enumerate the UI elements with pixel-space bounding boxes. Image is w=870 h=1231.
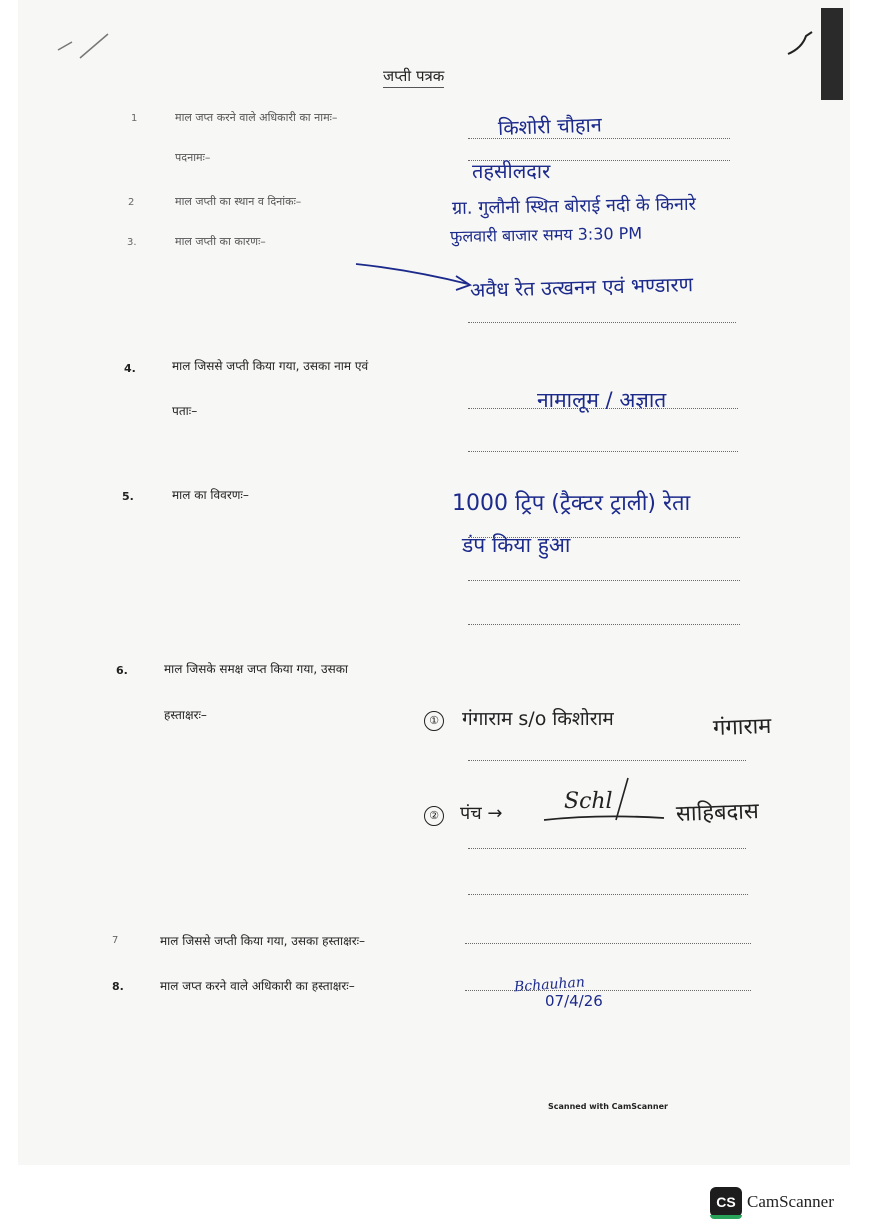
dotted-line: [468, 138, 730, 139]
signature-date: 07/4/26: [545, 992, 603, 1010]
handwritten-witness-1-signature: गंगाराम: [712, 713, 772, 741]
document-title: जप्ती पत्रक: [383, 66, 444, 88]
corner-scribble: [50, 28, 120, 68]
field-number: 4.: [124, 362, 136, 375]
handwritten-goods-description: 1000 ट्रिप (ट्रैक्टर ट्राली) रेता: [452, 491, 691, 516]
handwritten-reason: अवैध रेत उत्खनन एवं भण्डारण: [469, 272, 694, 302]
field-number: 2: [128, 197, 135, 208]
dotted-line: [468, 408, 738, 409]
dotted-line: [468, 580, 740, 581]
handwritten-witness-1: गंगाराम s/o किशोराम: [462, 708, 614, 730]
field-label: माल जप्ती का कारणः–: [175, 235, 266, 248]
handwritten-place-time: फुलवारी बाजार समय 3:30 PM: [449, 223, 643, 246]
corner-tick: [782, 30, 822, 70]
field-label: माल जिससे जप्ती किया गया, उसका हस्ताक्षरः–: [160, 934, 366, 948]
dotted-line: [468, 624, 740, 625]
field-label: माल जप्ती का स्थान व दिनांकः–: [175, 195, 302, 208]
handwritten-panch-label: पंच →: [460, 803, 503, 824]
field-number: 8.: [112, 980, 124, 993]
dotted-line: [468, 160, 730, 161]
field-label: हस्ताक्षरः–: [164, 708, 207, 722]
arrow-icon: [352, 256, 482, 296]
field-number: 1: [131, 113, 138, 124]
field-label: माल जप्त करने वाले अधिकारी का हस्ताक्षरः–: [160, 979, 355, 993]
field-number: 5.: [122, 490, 134, 503]
handwritten-accused-name: नामालूम / अज्ञात: [537, 388, 667, 412]
dotted-line: [468, 760, 746, 761]
field-label: माल जप्त करने वाले अधिकारी का नामः–: [175, 111, 338, 124]
field-label: पदनामः–: [175, 151, 211, 164]
field-number: 6.: [116, 664, 128, 677]
svg-text:Bchauhan: Bchauhan: [513, 974, 586, 996]
handwritten-goods-description-2: डंप किया हुआ: [462, 533, 571, 557]
field-label: माल जिससे जप्ती किया गया, उसका नाम एवं: [172, 359, 369, 373]
dotted-line: [465, 943, 751, 944]
dotted-line: [468, 451, 738, 452]
handwritten-designation: तहसीलदार: [472, 159, 551, 183]
field-number: 3.: [127, 237, 137, 248]
witness-number-two: ②: [424, 806, 444, 826]
field-number: 7: [112, 935, 119, 946]
scanned-with-note: Scanned with CamScanner: [548, 1102, 668, 1111]
handwritten-place: ग्रा. गुलौनी स्थित बोराई नदी के किनारे: [451, 193, 697, 219]
dotted-line: [468, 848, 746, 849]
svg-text:Schl: Schl: [564, 789, 613, 814]
camscanner-brand-text: CamScanner: [747, 1192, 834, 1211]
witness-number-one: ①: [424, 711, 444, 731]
scan-edge-bar: [821, 8, 843, 100]
witness-signature-mark: [540, 770, 670, 830]
dotted-line: [468, 894, 748, 895]
field-label: माल का विवरणः–: [172, 488, 249, 502]
handwritten-witness-2-signature: साहिबदास: [675, 799, 760, 827]
handwritten-officer-name: किशोरी चौहान: [497, 112, 603, 140]
field-label: माल जिसके समक्ष जप्त किया गया, उसका: [164, 662, 349, 676]
camscanner-logo-icon: CS: [710, 1187, 742, 1217]
field-label: पताः–: [172, 404, 198, 418]
dotted-line: [468, 322, 736, 323]
